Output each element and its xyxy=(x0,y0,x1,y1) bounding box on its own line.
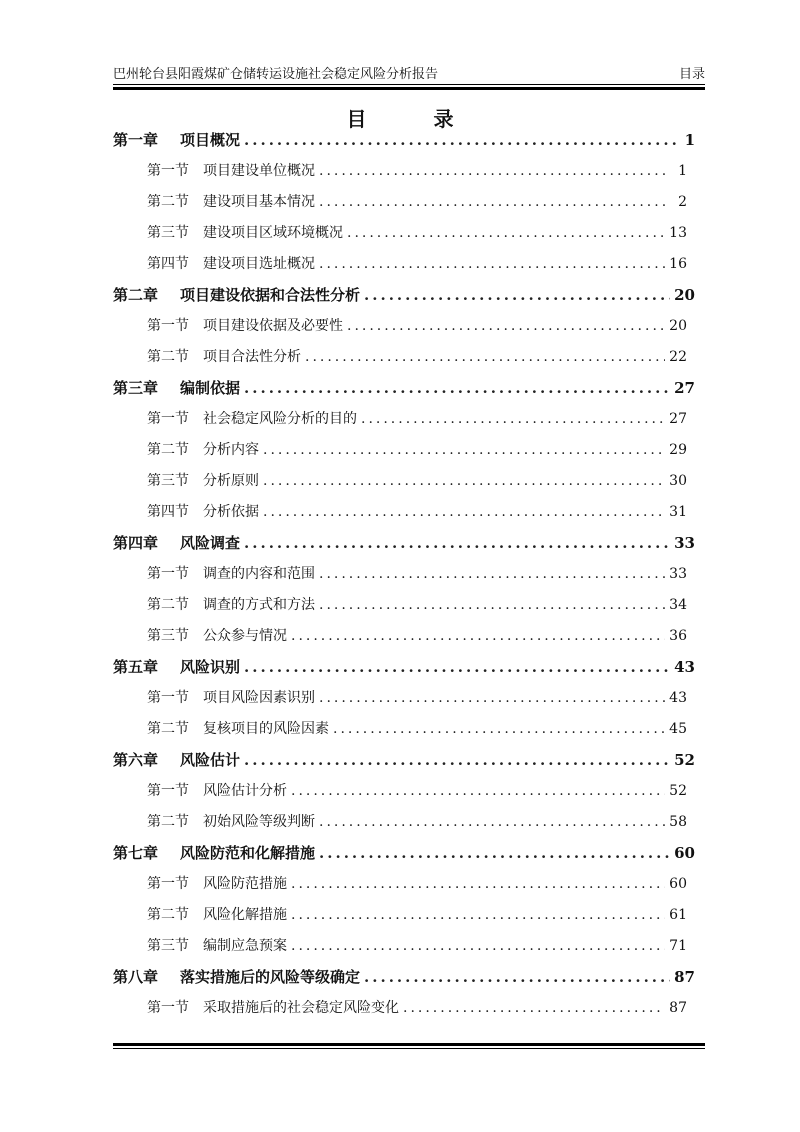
section-number: 第一节 xyxy=(147,163,189,179)
chapter-title: 风险估计 xyxy=(180,751,241,769)
dot-leader xyxy=(305,342,665,373)
section-number: 第一节 xyxy=(147,783,189,799)
section-number: 第二节 xyxy=(147,349,189,365)
toc-chapter-entry[interactable] xyxy=(113,280,695,311)
toc-section-entry[interactable] xyxy=(113,249,695,280)
toc-section-entry[interactable] xyxy=(113,559,695,590)
dot-leader xyxy=(291,869,665,900)
section-title: 风险估计分析 xyxy=(203,783,287,799)
chapter-title: 落实措施后的风险等级确定 xyxy=(180,968,361,986)
toc-section-entry[interactable] xyxy=(113,497,695,528)
toc-entry-label xyxy=(113,125,240,156)
section-title: 编制应急预案 xyxy=(203,938,287,954)
page-number: 20 xyxy=(674,286,695,304)
dot-leader xyxy=(347,218,665,249)
toc-entry-label xyxy=(113,652,240,683)
toc-entry-label xyxy=(147,342,301,373)
page-number: 52 xyxy=(669,783,687,799)
toc-entry-label xyxy=(147,931,287,962)
dot-leader xyxy=(263,435,665,466)
dot-leader xyxy=(319,559,665,590)
section-number: 第一节 xyxy=(147,876,189,892)
toc-entry-label xyxy=(147,776,287,807)
page-number: 60 xyxy=(674,844,695,862)
header-section-name: 目录 xyxy=(678,67,705,82)
toc-entry-label xyxy=(113,373,240,404)
section-number: 第一节 xyxy=(147,318,189,334)
toc-section-entry[interactable] xyxy=(113,869,695,900)
toc-entry-label xyxy=(147,869,287,900)
section-title: 调查的内容和范围 xyxy=(203,566,315,582)
dot-leader xyxy=(263,497,665,528)
page-number: 1 xyxy=(684,131,695,149)
section-number: 第三节 xyxy=(147,225,189,241)
section-number: 第四节 xyxy=(147,256,189,272)
toc-section-entry[interactable] xyxy=(113,218,695,249)
page-number: 36 xyxy=(669,628,687,644)
page-number: 2 xyxy=(678,194,687,210)
section-title: 项目风险因素识别 xyxy=(203,690,315,706)
section-title: 分析原则 xyxy=(203,473,259,489)
page-number: 31 xyxy=(669,504,687,520)
section-title: 采取措施后的社会稳定风险变化 xyxy=(203,1000,399,1016)
toc-entry-label xyxy=(147,435,259,466)
page-number: 29 xyxy=(669,442,687,458)
chapter-title: 项目建设依据和合法性分析 xyxy=(180,286,361,304)
section-number: 第三节 xyxy=(147,938,189,954)
chapter-number: 第三章 xyxy=(113,379,159,397)
page-number: 61 xyxy=(669,907,687,923)
section-number: 第四节 xyxy=(147,504,189,520)
toc-entry-label xyxy=(113,745,240,776)
page-number: 71 xyxy=(669,938,687,954)
dot-leader xyxy=(333,714,665,745)
page-number: 22 xyxy=(669,349,687,365)
chapter-number: 第八章 xyxy=(113,968,159,986)
chapter-number: 第六章 xyxy=(113,751,159,769)
section-title: 项目建设依据及必要性 xyxy=(203,318,343,334)
toc-section-entry[interactable] xyxy=(113,683,695,714)
dot-leader xyxy=(403,993,665,1024)
chapter-number: 第二章 xyxy=(113,286,159,304)
toc-entry-label xyxy=(147,559,315,590)
dot-leader xyxy=(244,125,677,156)
chapter-number: 第四章 xyxy=(113,534,159,552)
dot-leader xyxy=(319,683,665,714)
section-title: 调查的方式和方法 xyxy=(203,597,315,613)
toc-entry-label xyxy=(113,962,360,993)
toc-entry-label xyxy=(147,714,329,745)
toc-section-entry[interactable] xyxy=(113,931,695,962)
page-number: 1 xyxy=(678,163,687,179)
section-title: 复核项目的风险因素 xyxy=(203,721,329,737)
section-title: 初始风险等级判断 xyxy=(203,814,315,830)
toc-section-entry[interactable] xyxy=(113,466,695,497)
dot-leader xyxy=(291,900,665,931)
page-number: 43 xyxy=(669,690,687,706)
page-number: 33 xyxy=(674,534,695,552)
toc-entry-label xyxy=(147,590,315,621)
toc-section-entry[interactable] xyxy=(113,156,695,187)
toc-entry-label xyxy=(147,404,357,435)
toc-chapter-entry[interactable] xyxy=(113,528,695,559)
dot-leader xyxy=(319,838,670,869)
dot-leader xyxy=(319,156,669,187)
toc-section-entry[interactable] xyxy=(113,435,695,466)
section-number: 第二节 xyxy=(147,907,189,923)
toc-chapter-entry[interactable] xyxy=(113,125,695,156)
toc-entry-label xyxy=(147,218,343,249)
dot-leader xyxy=(361,404,665,435)
toc-chapter-entry[interactable] xyxy=(113,962,695,993)
section-number: 第一节 xyxy=(147,690,189,706)
toc-chapter-entry[interactable] xyxy=(113,745,695,776)
toc-entry-label xyxy=(147,621,287,652)
toc-section-entry[interactable] xyxy=(113,714,695,745)
section-title: 社会稳定风险分析的目的 xyxy=(203,411,357,427)
toc-chapter-entry[interactable] xyxy=(113,373,695,404)
page-number: 87 xyxy=(669,1000,687,1016)
toc-title: 目 录 xyxy=(346,107,484,131)
section-title: 分析内容 xyxy=(203,442,259,458)
chapter-title: 项目概况 xyxy=(180,131,241,149)
dot-leader xyxy=(291,776,665,807)
section-number: 第二节 xyxy=(147,194,189,210)
toc-section-entry[interactable] xyxy=(113,590,695,621)
toc-section-entry[interactable] xyxy=(113,776,695,807)
toc-section-entry[interactable] xyxy=(113,621,695,652)
page-number: 52 xyxy=(674,751,695,769)
section-number: 第一节 xyxy=(147,566,189,582)
toc-section-entry[interactable] xyxy=(113,993,695,1024)
dot-leader xyxy=(244,745,670,776)
dot-leader xyxy=(263,466,665,497)
page-number: 30 xyxy=(669,473,687,489)
page-number: 45 xyxy=(669,721,687,737)
toc-entry-label xyxy=(147,993,399,1024)
section-number: 第三节 xyxy=(147,473,189,489)
dot-leader xyxy=(244,528,670,559)
header-document-title: 巴州轮台县阳霞煤矿仓储转运设施社会稳定风险分析报告 xyxy=(113,67,439,82)
toc-entry-label xyxy=(113,280,360,311)
dot-leader xyxy=(347,311,665,342)
toc-section-entry[interactable] xyxy=(113,187,695,218)
section-title: 建设项目基本情况 xyxy=(203,194,315,210)
page-number: 87 xyxy=(674,968,695,986)
dot-leader xyxy=(244,652,670,683)
dot-leader xyxy=(319,590,665,621)
section-number: 第二节 xyxy=(147,442,189,458)
toc-section-entry[interactable] xyxy=(113,807,695,838)
toc-section-entry[interactable] xyxy=(113,342,695,373)
dot-leader xyxy=(244,373,670,404)
chapter-title: 风险调查 xyxy=(180,534,241,552)
page-number: 34 xyxy=(669,597,687,613)
section-number: 第二节 xyxy=(147,721,189,737)
page-number: 60 xyxy=(669,876,687,892)
section-title: 风险防范措施 xyxy=(203,876,287,892)
dot-leader xyxy=(364,280,670,311)
toc-entry-label xyxy=(147,900,287,931)
section-title: 项目建设单位概况 xyxy=(203,163,315,179)
page-header xyxy=(113,62,705,82)
footer-rule xyxy=(113,1043,705,1049)
toc-entry-label xyxy=(147,497,259,528)
page-number: 13 xyxy=(669,225,687,241)
table-of-contents xyxy=(113,125,695,1024)
section-title: 公众参与情况 xyxy=(203,628,287,644)
page-number: 33 xyxy=(669,566,687,582)
section-title: 项目合法性分析 xyxy=(203,349,301,365)
section-number: 第二节 xyxy=(147,597,189,613)
dot-leader xyxy=(364,962,670,993)
section-title: 风险化解措施 xyxy=(203,907,287,923)
chapter-title: 风险防范和化解措施 xyxy=(180,844,316,862)
toc-entry-label xyxy=(113,528,240,559)
chapter-number: 第五章 xyxy=(113,658,159,676)
chapter-title: 风险识别 xyxy=(180,658,241,676)
section-number: 第一节 xyxy=(147,411,189,427)
page-number: 43 xyxy=(674,658,695,676)
dot-leader xyxy=(319,187,669,218)
toc-entry-label xyxy=(147,466,259,497)
section-number: 第二节 xyxy=(147,814,189,830)
toc-chapter-entry[interactable] xyxy=(113,838,695,869)
dot-leader xyxy=(291,931,665,962)
toc-entry-label xyxy=(113,838,315,869)
section-title: 分析依据 xyxy=(203,504,259,520)
toc-entry-label xyxy=(147,311,343,342)
section-title: 建设项目区域环境概况 xyxy=(203,225,343,241)
page-number: 16 xyxy=(669,256,687,272)
toc-chapter-entry[interactable] xyxy=(113,652,695,683)
dot-leader xyxy=(319,249,665,280)
toc-entry-label xyxy=(147,807,315,838)
page-number: 58 xyxy=(669,814,687,830)
page-number: 27 xyxy=(674,379,695,397)
chapter-number: 第一章 xyxy=(113,131,159,149)
dot-leader xyxy=(319,807,665,838)
chapter-title: 编制依据 xyxy=(180,379,241,397)
toc-entry-label xyxy=(147,156,315,187)
header-rule xyxy=(113,84,705,90)
toc-entry-label xyxy=(147,249,315,280)
toc-section-entry[interactable] xyxy=(113,311,695,342)
section-title: 建设项目选址概况 xyxy=(203,256,315,272)
toc-section-entry[interactable] xyxy=(113,404,695,435)
page-number: 27 xyxy=(669,411,687,427)
dot-leader xyxy=(291,621,665,652)
page-number: 20 xyxy=(669,318,687,334)
section-number: 第三节 xyxy=(147,628,189,644)
toc-entry-label xyxy=(147,187,315,218)
chapter-number: 第七章 xyxy=(113,844,159,862)
section-number: 第一节 xyxy=(147,1000,189,1016)
toc-entry-label xyxy=(147,683,315,714)
toc-section-entry[interactable] xyxy=(113,900,695,931)
